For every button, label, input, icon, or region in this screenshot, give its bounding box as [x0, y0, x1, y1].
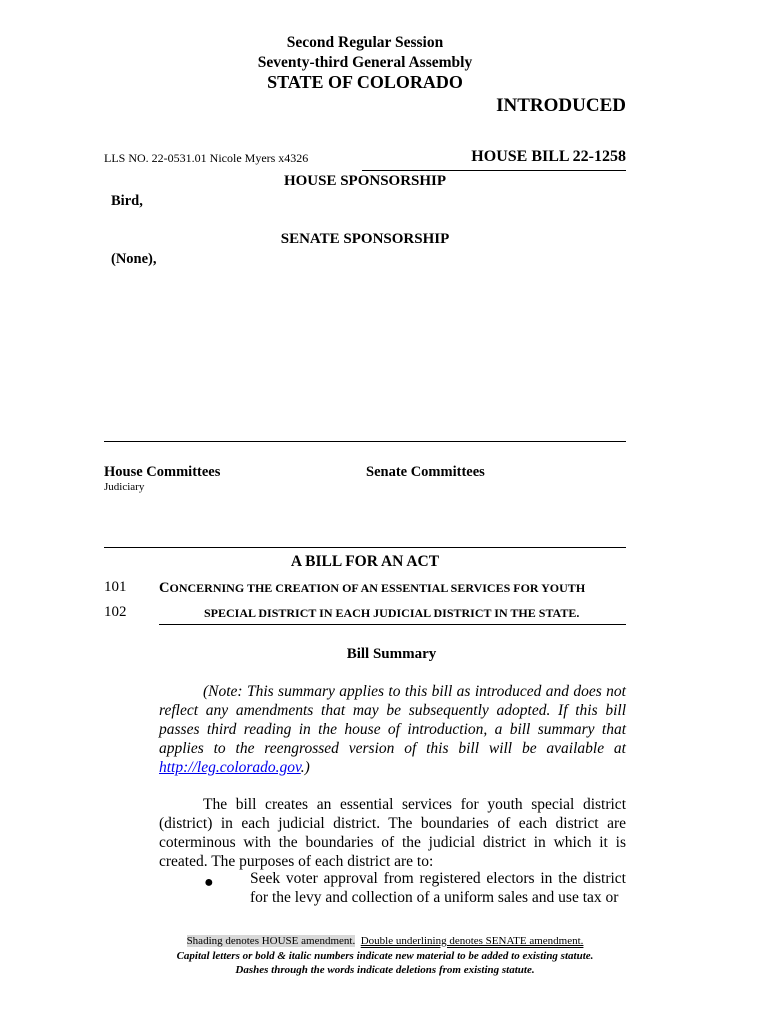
bill-number-rule [362, 170, 626, 171]
house-amendment-legend: Shading denotes HOUSE amendment. [186, 935, 356, 947]
senate-committees-heading: Senate Committees [366, 464, 485, 480]
line-number: 101 [104, 579, 127, 595]
house-committee-value: Judiciary [104, 481, 145, 493]
title-line-1-text: ONCERNING THE CREATION OF AN ESSENTIAL SERVICES FOR YOUTH [169, 581, 586, 595]
state-title: STATE OF COLORADO [267, 72, 463, 92]
bill-for-an-act-heading: A BILL FOR AN ACT [290, 553, 440, 570]
bullet-icon: ● [204, 874, 214, 891]
note-end: .) [300, 759, 310, 776]
summary-note [159, 682, 626, 777]
house-sponsor: Bird, [111, 193, 143, 209]
bill-title-line-2: SPECIAL DISTRICT IN EACH JUDICIAL DISTRICT IN THE STATE. [204, 606, 580, 620]
senate-sponsor: (None), [111, 251, 157, 267]
house-sponsorship-heading: HOUSE SPONSORSHIP [283, 173, 447, 189]
leg-website-link[interactable]: http://leg.colorado.gov [159, 759, 301, 776]
note-text: (Note: This summary applies to this bill as introduced and does not reflect any amendments that may be subsequently adopted. If this bill passes third reading in the house of introduction, a bill summary that applies to the reengrossed version of this bill will be available at [159, 683, 626, 757]
footer-new-material-legend: Capital letters or bold & italic numbers indicate new material to be added to existing statute. [176, 950, 594, 962]
bill-summary-heading: Bill Summary [346, 646, 437, 662]
bill-number: HOUSE BILL 22-1258 [471, 148, 626, 165]
committees-top-rule [104, 441, 626, 442]
summary-body: The bill creates an essential services for youth special district (district) in each judicial district. The boundaries of each district are coterminous with the boundaries of the judicial district in which it is created. The purposes of each district are to: [159, 796, 626, 870]
title-rule [159, 624, 626, 625]
bill-status: INTRODUCED [496, 95, 626, 116]
senate-sponsorship-heading: SENATE SPONSORSHIP [280, 231, 450, 247]
senate-amendment-legend: Double underlining denotes SENATE amendment. [360, 935, 584, 947]
committees-bottom-rule [104, 547, 626, 548]
title-initial: C [159, 580, 170, 596]
footer-deletion-legend: Dashes through the words indicate deletions from existing statute. [235, 964, 535, 976]
line-number: 102 [104, 604, 127, 620]
house-committees-heading: House Committees [104, 464, 221, 480]
footer-amendment-legend [0, 935, 770, 947]
lls-number: LLS NO. 22-0531.01 Nicole Myers x4326 [104, 151, 309, 165]
bill-title-line-1 [159, 580, 585, 597]
assembly-title: Seventy-third General Assembly [257, 54, 473, 71]
summary-bullet-item: Seek voter approval from registered electors in the district for the levy and collection of a uniform sales and use tax or [250, 870, 626, 906]
session-title: Second Regular Session [286, 34, 444, 51]
